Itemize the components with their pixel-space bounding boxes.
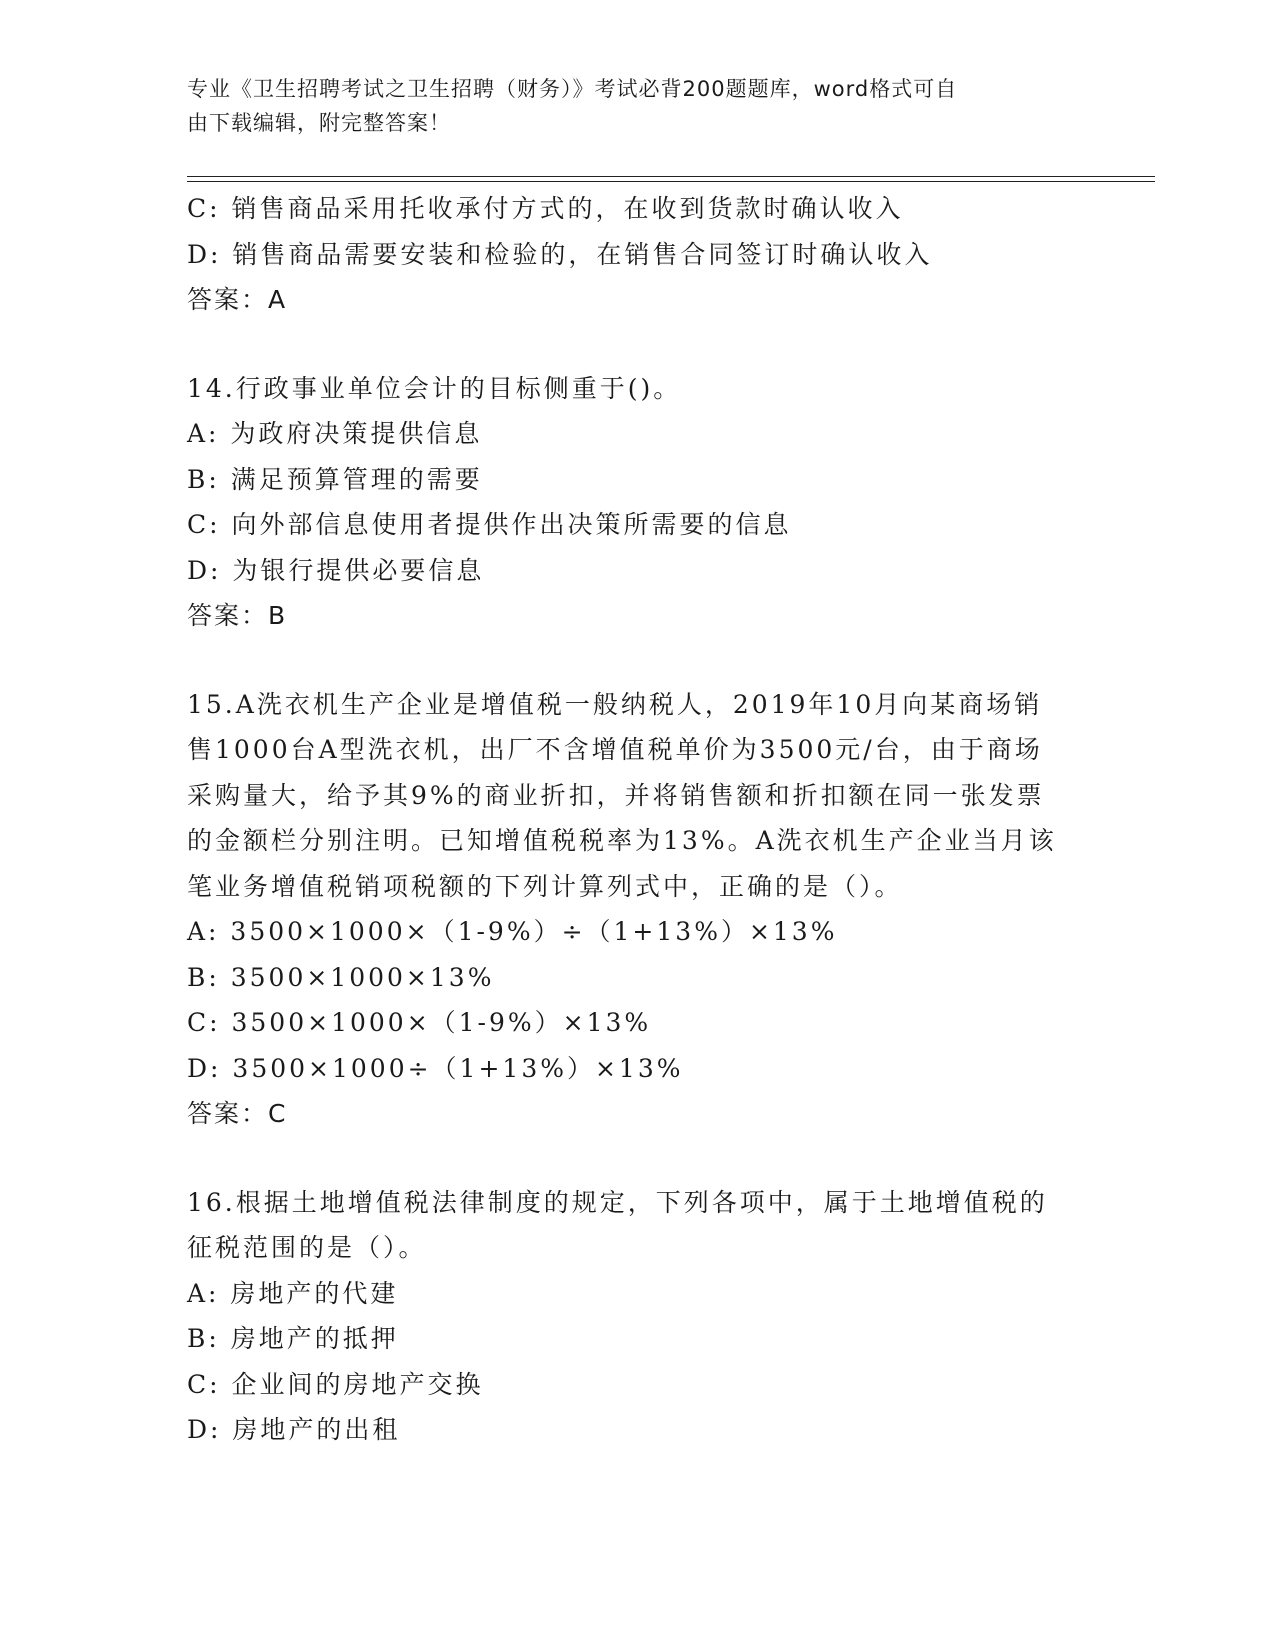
option-d: D: 房地产的出租 (187, 1415, 401, 1444)
option-c: C: 企业间的房地产交换 (187, 1369, 484, 1399)
option-a: A: 3500×1000×（1-9%）÷（1+13%）×13% (187, 917, 838, 946)
option-c: C: 向外部信息使用者提供作出决策所需要的信息 (187, 510, 792, 539)
question-stem-line-1: 15.A洗衣机生产企业是增值税一般纳税人，2019年10月向某商场销 (187, 689, 1043, 719)
question-13-tail (187, 186, 1087, 323)
question-stem-line-2: 征税范围的是（）。 (187, 1233, 427, 1262)
option-a: A: 为政府决策提供信息 (187, 419, 483, 448)
question-14 (187, 366, 1087, 639)
answer-line: 答案：C (187, 1099, 288, 1128)
option-a: A: 房地产的代建 (187, 1278, 399, 1308)
question-stem-line-5: 笔业务增值税销项税额的下列计算列式中，正确的是（）。 (187, 871, 903, 901)
header-line-1: 专业《卫生招聘考试之卫生招聘（财务）》考试必背200题题库，word格式可自 (187, 77, 958, 101)
spacer (187, 639, 1087, 682)
question-15 (187, 682, 1087, 1137)
header-divider-bottom (187, 181, 1155, 182)
option-b: B: 房地产的抵押 (187, 1324, 399, 1353)
question-stem-line-4: 的金额栏分别注明。已知增值税税率为13%。A洗衣机生产企业当月该 (187, 826, 1057, 855)
option-d: D: 3500×1000÷（1+13%）×13% (187, 1053, 684, 1083)
option-c: C: 3500×1000×（1-9%）×13% (187, 1008, 652, 1037)
answer-line: 答案：B (187, 601, 288, 630)
question-stem-line-2: 售1000台A型洗衣机，出厂不含增值税单价为3500元/台，由于商场 (187, 735, 1043, 764)
option-b: B: 满足预算管理的需要 (187, 464, 483, 494)
header-divider-top (187, 176, 1155, 177)
option-b: B: 3500×1000×13% (187, 962, 495, 992)
question-stem: 14.行政事业单位会计的目标侧重于()。 (187, 373, 682, 403)
spacer (187, 1137, 1087, 1180)
option-d: D: 为银行提供必要信息 (187, 555, 485, 585)
question-stem-line-1: 16.根据土地增值税法律制度的规定，下列各项中，属于土地增值税的 (187, 1187, 1048, 1217)
option-d: D: 销售商品需要安装和检验的，在销售合同签订时确认收入 (187, 239, 933, 269)
question-stem-line-3: 采购量大，给予其9%的商业折扣，并将销售额和折扣额在同一张发票 (187, 780, 1045, 810)
question-list (187, 186, 1087, 1453)
header-line-2: 由下载编辑，附完整答案！ (187, 111, 451, 135)
answer-line: 答案：A (187, 285, 288, 314)
document-header (187, 72, 1067, 140)
question-16 (187, 1180, 1087, 1453)
spacer (187, 323, 1087, 366)
option-c: C: 销售商品采用托收承付方式的，在收到货款时确认收入 (187, 194, 904, 223)
